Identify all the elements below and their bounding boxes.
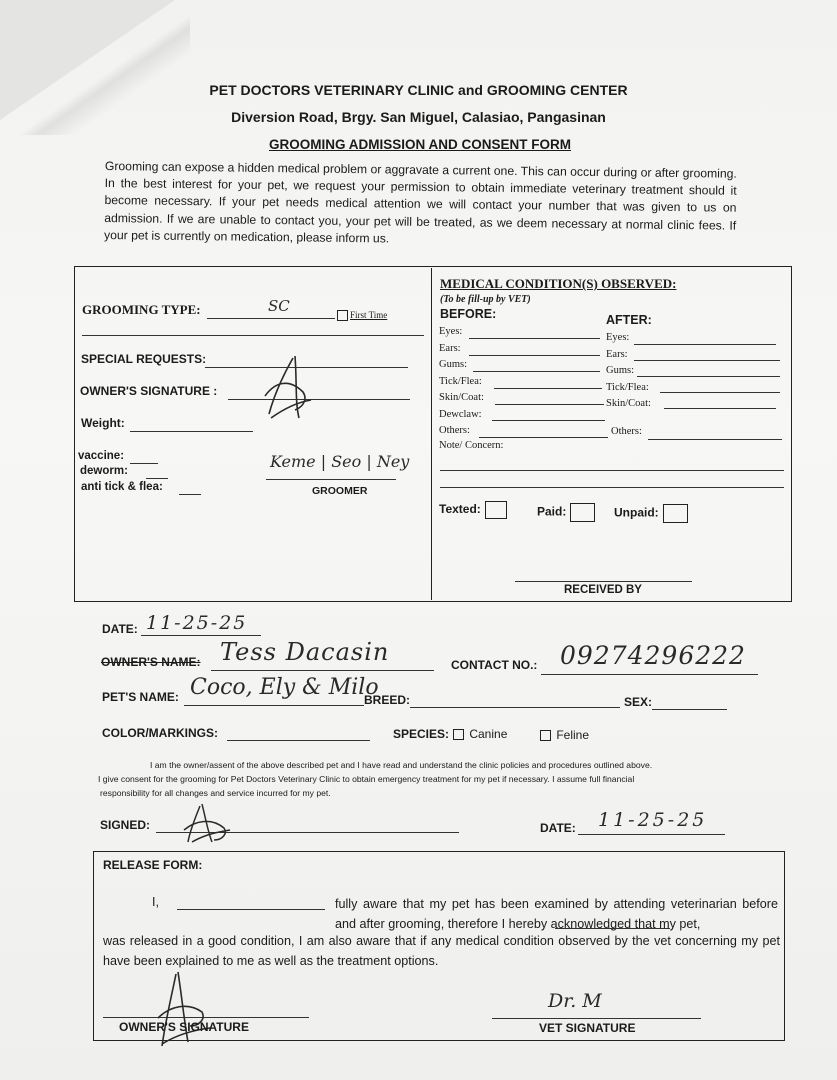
canine-checkbox[interactable] [453, 729, 464, 740]
form-title: GROOMING ADMISSION AND CONSENT FORM [269, 137, 571, 152]
anti-tick-label: anti tick & flea: [81, 481, 163, 493]
texted-option [439, 501, 507, 519]
consent-date-value: 11-25-25 [598, 809, 708, 831]
before-skin-line [495, 404, 604, 405]
after-eyes-line [634, 344, 776, 345]
groomer-label: GROOMER [312, 485, 368, 497]
consent-date-label: DATE: [540, 821, 576, 835]
texted-checkbox[interactable] [485, 501, 507, 519]
texted-label: Texted: [439, 502, 481, 517]
release-vet-signature-label: VET SIGNATURE [539, 1021, 636, 1035]
deworm-line [146, 478, 168, 479]
before-item: Skin/Coat: [439, 392, 484, 403]
note-line-1 [440, 470, 784, 471]
medical-subtitle: (To be fill-up by VET) [440, 294, 531, 305]
contact-label: CONTACT NO.: [451, 658, 538, 672]
signed-scribble [178, 800, 238, 850]
consent-date-line [578, 834, 725, 835]
grooming-type-label: GROOMING TYPE: [82, 302, 201, 317]
pet-name-label: PET'S NAME: [102, 690, 179, 704]
owner-name-value: Tess Dacasin [220, 638, 390, 666]
received-by-label: RECEIVED BY [564, 584, 642, 596]
after-skin-line [664, 408, 776, 409]
consent-line-1: I am the owner/assent of the above described pet and I have read and understand the clinic policies and procedures outlined above. [150, 760, 653, 770]
before-label: BEFORE: [440, 307, 497, 321]
note-line-2 [440, 487, 784, 488]
color-label: COLOR/MARKINGS: [102, 726, 218, 740]
date-line [141, 635, 261, 636]
first-time-option [337, 310, 387, 321]
vaccine-label: vaccine: [78, 450, 125, 462]
received-by-line [515, 581, 692, 582]
clinic-name: PET DOCTORS VETERINARY CLINIC and GROOMING CENTER [209, 82, 628, 98]
after-item: Gums: [606, 365, 635, 376]
paid-label: Paid: [537, 504, 567, 519]
vaccine-line [130, 463, 158, 464]
sex-label: SEX: [624, 695, 653, 709]
first-time-label: First Time [350, 310, 388, 320]
deworm-label: deworm: [80, 465, 128, 477]
before-item: Gums: [439, 359, 468, 370]
consent-line-3: responsibility for all changes and service incurred for my pet. [100, 788, 331, 798]
release-owner-scribble [150, 968, 220, 1058]
owner-signature-scribble [255, 352, 315, 432]
release-text-2 [103, 932, 780, 971]
before-item: Tick/Flea: [439, 375, 482, 387]
unpaid-option [614, 504, 688, 523]
after-item: Ears: [606, 348, 628, 360]
after-item: Eyes: [606, 332, 630, 343]
vet-signature-value: Dr. M [548, 990, 602, 1012]
release-name-line [177, 909, 325, 910]
after-others-label: Others: [611, 426, 642, 437]
date-value: 11-25-25 [146, 612, 248, 634]
pet-name-line [184, 705, 364, 706]
breed-line [410, 707, 620, 708]
intro-paragraph: Grooming can expose a hidden medical problem or aggravate a current one. This can occur during or after grooming. In the best interest for your pet, we request your permission to obtain immediate veterinary treatment should it become necessary. If your pet needs medical attention we will contact your number that was given to us on admission. If we are unable to contact you, your pet will be treated, as we deem necessary at normal clinic fees. If your pet is currently on medication, please inform us. [103, 158, 737, 246]
after-ears-line [634, 360, 780, 361]
groomer-value: Keme | Seo | Ney [270, 452, 410, 471]
feline-checkbox[interactable] [540, 730, 551, 741]
release-owner-signature-label: OWNER'S SIGNATURE [119, 1020, 249, 1034]
release-title: RELEASE FORM: [103, 858, 203, 872]
owner-name-line [211, 670, 434, 671]
pet-name-value: Coco, Ely & Milo [190, 675, 379, 700]
contact-value: 09274296222 [560, 641, 746, 670]
before-dewclaw-line [492, 420, 605, 421]
owner-name-label: OWNER'S NAME: [101, 655, 201, 669]
owner-signature-label: OWNER'S SIGNATURE : [80, 384, 218, 398]
consent-line-2: I give consent for the grooming for Pet Doctors Veterinary Clinic to obtain emergency treatment for my pet if necessary. I assume full financial [98, 774, 635, 784]
after-gums-line [637, 376, 780, 377]
special-requests-label: SPECIAL REQUESTS: [81, 352, 207, 366]
clinic-address: Diversion Road, Brgy. San Miguel, Calasiao, Pangasinan [231, 109, 606, 125]
before-others-line [479, 437, 608, 438]
grooming-type-value: SC [268, 297, 290, 315]
unpaid-label: Unpaid: [614, 505, 659, 520]
release-i: I, [152, 895, 159, 909]
release-pet-line [555, 928, 670, 929]
after-item: Skin/Coat: [606, 398, 651, 409]
medical-title: MEDICAL CONDITION(S) OBSERVED: [440, 276, 677, 291]
before-ears-line [469, 355, 600, 356]
grooming-type-line [207, 318, 335, 319]
before-eyes-line [469, 338, 600, 339]
paid-checkbox[interactable] [570, 503, 595, 522]
grooming-extra-line [82, 335, 424, 336]
note-label: Note/ Concern: [439, 440, 504, 451]
canine-label: Canine [469, 727, 508, 741]
after-item: Tick/Flea: [606, 381, 649, 393]
before-item: Ears: [439, 342, 461, 354]
admission-divider [431, 268, 432, 600]
anti-tick-line [179, 494, 201, 495]
weight-label: Weight: [81, 416, 125, 430]
release-text-1-content: fully aware that my pet has been examined by attending veterinarian before and after grooming, therefore I hereby acknowledged that my pet, [335, 897, 778, 931]
species-label: SPECIES: [393, 727, 450, 741]
paid-option [537, 503, 595, 522]
weight-line [130, 431, 253, 432]
before-list [439, 324, 484, 440]
after-tick-line [660, 392, 780, 393]
before-item: Eyes: [439, 326, 463, 337]
unpaid-checkbox[interactable] [663, 504, 688, 523]
canine-option [453, 727, 507, 741]
after-label: AFTER: [606, 313, 652, 327]
first-time-checkbox[interactable] [337, 310, 348, 321]
feline-label: Feline [556, 728, 590, 742]
groomer-line [266, 479, 396, 480]
date-label: DATE: [102, 622, 138, 636]
color-line [227, 740, 370, 741]
before-item: Dewclaw: [439, 408, 482, 420]
before-tick-line [494, 388, 602, 389]
contact-line [541, 674, 758, 675]
after-others-line [648, 439, 782, 440]
release-text-2-content: was released in a good condition, I am also aware that if any medical condition observed by the vet concerning my pet have been explained to me as well as the treatment options. [103, 934, 780, 968]
feline-option [540, 728, 589, 742]
before-item: Others: [439, 425, 470, 436]
sex-line [652, 709, 727, 710]
after-list [606, 330, 651, 413]
breed-label: BREED: [364, 693, 411, 707]
release-vet-line [492, 1018, 701, 1019]
signed-label: SIGNED: [100, 818, 151, 832]
before-gums-line [473, 371, 600, 372]
